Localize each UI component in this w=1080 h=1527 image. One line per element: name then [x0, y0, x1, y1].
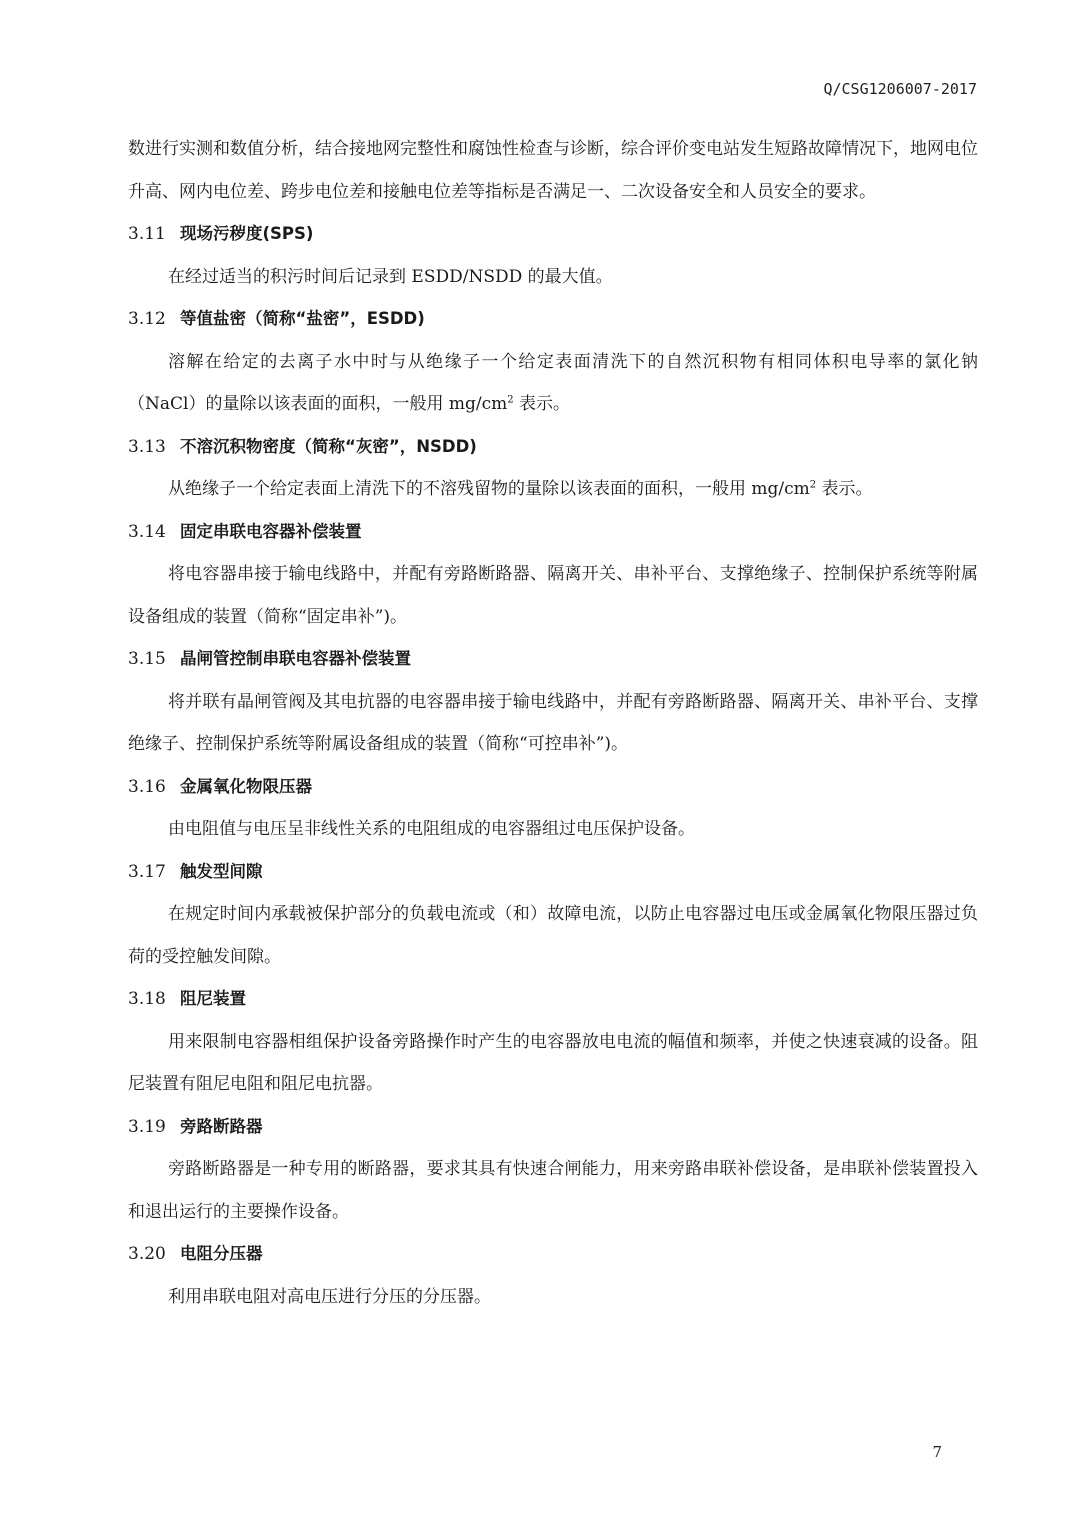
section-body-3-13 — [128, 468, 978, 511]
section-heading-3-11 — [128, 213, 978, 256]
section-heading-3-16 — [128, 766, 978, 809]
section-heading-3-17 — [128, 851, 978, 894]
section-body-3-16: 由电阻值与电压呈非线性关系的电阻组成的电容器组过电压保护设备。 — [168, 819, 695, 839]
section-title: 不溶沉积物密度（简称“灰密”，NSDD) — [180, 436, 477, 456]
section-heading-3-15 — [128, 638, 978, 681]
section-number: 3.12 — [128, 309, 166, 329]
section-title: 电阻分压器 — [180, 1244, 263, 1263]
section-title: 触发型间隙 — [180, 861, 263, 881]
section-number: 3.11 — [128, 224, 166, 244]
section-title: 等值盐密（简称“盐密”，ESDD) — [180, 309, 425, 328]
section-title: 现场污秽度(SPS) — [180, 224, 314, 243]
page-number: 7 — [932, 1443, 942, 1461]
section-body-3-11: 在经过适当的积污时间后记录到 ESDD/NSDD 的最大值。 — [168, 266, 613, 287]
section-heading-3-20 — [128, 1233, 978, 1276]
section-title: 阻尼装置 — [180, 989, 246, 1008]
section-body-3-14: 将电容器串接于输电线路中，并配有旁路断路器、隔离开关、串补平台、支撑绝缘子、控制保护系统等附属设备组成的装置（简称“固定串补”)。 — [128, 564, 978, 627]
section-body-3-19: 旁路断路器是一种专用的断路器，要求其具有快速合闸能力，用来旁路串联补偿设备，是串联补偿装置投入和退出运行的主要操作设备。 — [128, 1159, 978, 1222]
section-number: 3.19 — [128, 1116, 166, 1137]
section-body-3-20: 利用串联电阻对高电压进行分压的分压器。 — [168, 1286, 491, 1307]
section-heading-3-18 — [128, 978, 978, 1021]
section-title: 固定串联电容器补偿装置 — [180, 521, 362, 541]
body-text-tail: 表示。 — [816, 479, 873, 499]
section-number: 3.13 — [128, 436, 166, 457]
section-title: 金属氧化物限压器 — [180, 776, 312, 796]
section-heading-3-13 — [128, 426, 978, 469]
section-number: 3.17 — [128, 861, 166, 882]
body-text-tail: 表示。 — [513, 394, 571, 414]
section-number: 3.18 — [128, 989, 166, 1009]
section-heading-3-12 — [128, 298, 978, 341]
section-number: 3.20 — [128, 1244, 166, 1264]
section-body-3-17: 在规定时间内承载被保护部分的负载电流或（和）故障电流，以防止电容器过电压或金属氧化物限压器过负荷的受控触发间隙。 — [128, 904, 978, 967]
section-number: 3.16 — [128, 776, 166, 797]
superscript: 2 — [507, 394, 514, 406]
section-heading-3-14 — [128, 511, 978, 554]
section-number: 3.15 — [128, 649, 166, 669]
intro-paragraph: 数进行实测和数值分析，结合接地网完整性和腐蚀性检查与诊断，综合评价变电站发生短路故障情况下，地网电位升高、网内电位差、跨步电位差和接触电位差等指标是否满足一、二次设备安全和人员安全的要求。 — [128, 139, 978, 202]
document-code: Q/CSG1206007-2017 — [823, 80, 977, 98]
body-text — [128, 128, 978, 1318]
body-text-run: 从绝缘子一个给定表面上清洗下的不溶残留物的量除以该表面的面积，一般用 mg/cm — [168, 479, 810, 499]
section-number: 3.14 — [128, 521, 166, 542]
section-body-3-15: 将并联有晶闸管阀及其电抗器的电容器串接于输电线路中，并配有旁路断路器、隔离开关、串补平台、支撑绝缘子、控制保护系统等附属设备组成的装置（简称“可控串补”)。 — [128, 691, 978, 754]
section-heading-3-19 — [128, 1106, 978, 1149]
section-title: 旁路断路器 — [180, 1116, 263, 1136]
superscript: 2 — [809, 479, 817, 491]
section-body-3-18: 用来限制电容器相组保护设备旁路操作时产生的电容器放电电流的幅值和频率，并使之快速衰减的设备。阻尼装置有阻尼电阻和阻尼电抗器。 — [128, 1031, 978, 1094]
body-text-run: 溶解在给定的去离子水中时与从绝缘子一个给定表面清洗下的自然沉积物有相同体积电导率的氯化钠（NaCl）的量除以该表面的面积，一般用 mg/cm — [128, 351, 978, 414]
section-title: 晶闸管控制串联电容器补偿装置 — [180, 649, 411, 668]
section-body-3-12 — [128, 341, 978, 426]
